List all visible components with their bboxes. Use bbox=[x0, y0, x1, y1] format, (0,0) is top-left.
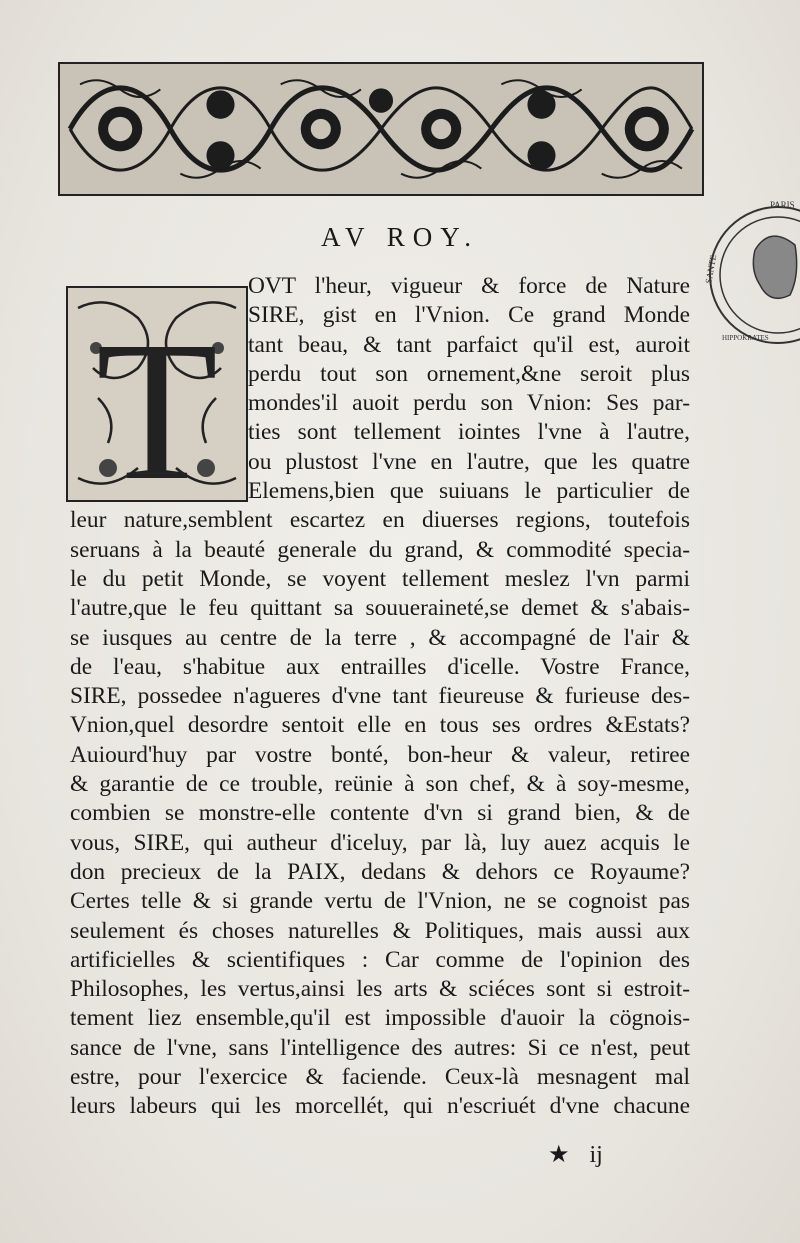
text-line: leurs labeurs qui les morcellét, qui n'escriuét d'vne chacune bbox=[70, 1093, 690, 1120]
signature-mark: ij bbox=[589, 1142, 603, 1168]
text-line: Certes telle & si grande vertu de l'Vnion, ne se cognoist pas bbox=[70, 888, 690, 915]
text-line: estre, pour l'exercice & faciende. Ceux-là mesnagent mal bbox=[70, 1064, 690, 1091]
text-line: SIRE, gist en l'Vnion. Ce grand Monde bbox=[248, 302, 690, 329]
text-line: OVT l'heur, vigueur & force de Nature bbox=[248, 273, 690, 299]
text-line: ou plustost l'vne en l'autre, que les quatre bbox=[248, 448, 690, 475]
ornamental-headpiece bbox=[58, 62, 704, 196]
text-line: leur nature,semblent escartez en diuerses regions, toutefois bbox=[70, 507, 690, 534]
text-line: Auiourd'huy par vostre bonté, bon-heur & valeur, retiree bbox=[70, 741, 690, 768]
text-line: perdu tout son ornement,&ne seroit plus bbox=[248, 360, 690, 387]
text-line: ties sont tellement iointes l'vne à l'autre, bbox=[248, 419, 690, 446]
text-line: tement liez ensemble,qu'il est impossible d'auoir la cögnois- bbox=[70, 1005, 690, 1032]
text-line: Philosophes, les vertus,ainsi les arts & sciéces sont si estroit- bbox=[70, 976, 690, 1003]
page-footer bbox=[548, 1140, 603, 1169]
text-line: combien se monstre-elle contente d'vn si grand bien, & de bbox=[70, 800, 690, 827]
body-text bbox=[70, 272, 690, 1122]
library-stamp bbox=[700, 190, 800, 360]
text-line: SIRE, possedee n'agueres d'vne tant fieureuse & furieuse des- bbox=[70, 683, 690, 710]
text-line: de l'eau, s'habitue aux entrailles d'icelle. Vostre France, bbox=[70, 653, 690, 680]
text-line: tant beau, & tant parfaict qu'il est, auroit bbox=[248, 331, 690, 358]
text-line: sance de l'vne, sans l'intelligence des autres: Si ce n'est, peut bbox=[70, 1034, 690, 1061]
text-line: l'autre,que le feu quittant sa souueraineté,se demet & s'abais- bbox=[70, 595, 690, 622]
dedication-heading: AV ROY. bbox=[320, 222, 480, 252]
text-line: Elemens,bien que suiuans le particulier de bbox=[248, 478, 690, 505]
text-line: Vnion,quel desordre sentoit elle en tous ses ordres &Estats? bbox=[70, 712, 690, 739]
text-line: seulement és choses naturelles & Politiques, mais aussi aux bbox=[70, 917, 690, 944]
stamp-bottom-text: HIPPOKRATES bbox=[722, 334, 769, 342]
drop-cap-letter: T bbox=[95, 301, 219, 500]
text-line: seruans à la beauté generale du grand, & commodité specia- bbox=[70, 536, 690, 563]
star-icon: ★ bbox=[548, 1142, 570, 1168]
text-line: mondes'il auoit perdu son Vnion: Ses par- bbox=[248, 390, 690, 417]
text-line: don precieux de la PAIX, dedans & dehors ce Royaume? bbox=[70, 858, 690, 885]
text-line: le du petit Monde, se voyent tellement meslez l'vn parmi bbox=[70, 565, 690, 592]
stamp-side-text: SANTE bbox=[703, 253, 719, 285]
text-line: se iusques au centre de la terre , & accompagné de l'air & bbox=[70, 624, 690, 651]
text-line: vous, SIRE, qui autheur d'iceluy, par là, luy auez acquis le bbox=[70, 829, 690, 856]
text-line: & garantie de ce trouble, reünie à son chef, & à soy-mesme, bbox=[70, 771, 690, 798]
stamp-top-text: PARIS bbox=[770, 200, 795, 210]
text-line: artificielles & scientifiques : Car comme de l'opinion des bbox=[70, 946, 690, 973]
